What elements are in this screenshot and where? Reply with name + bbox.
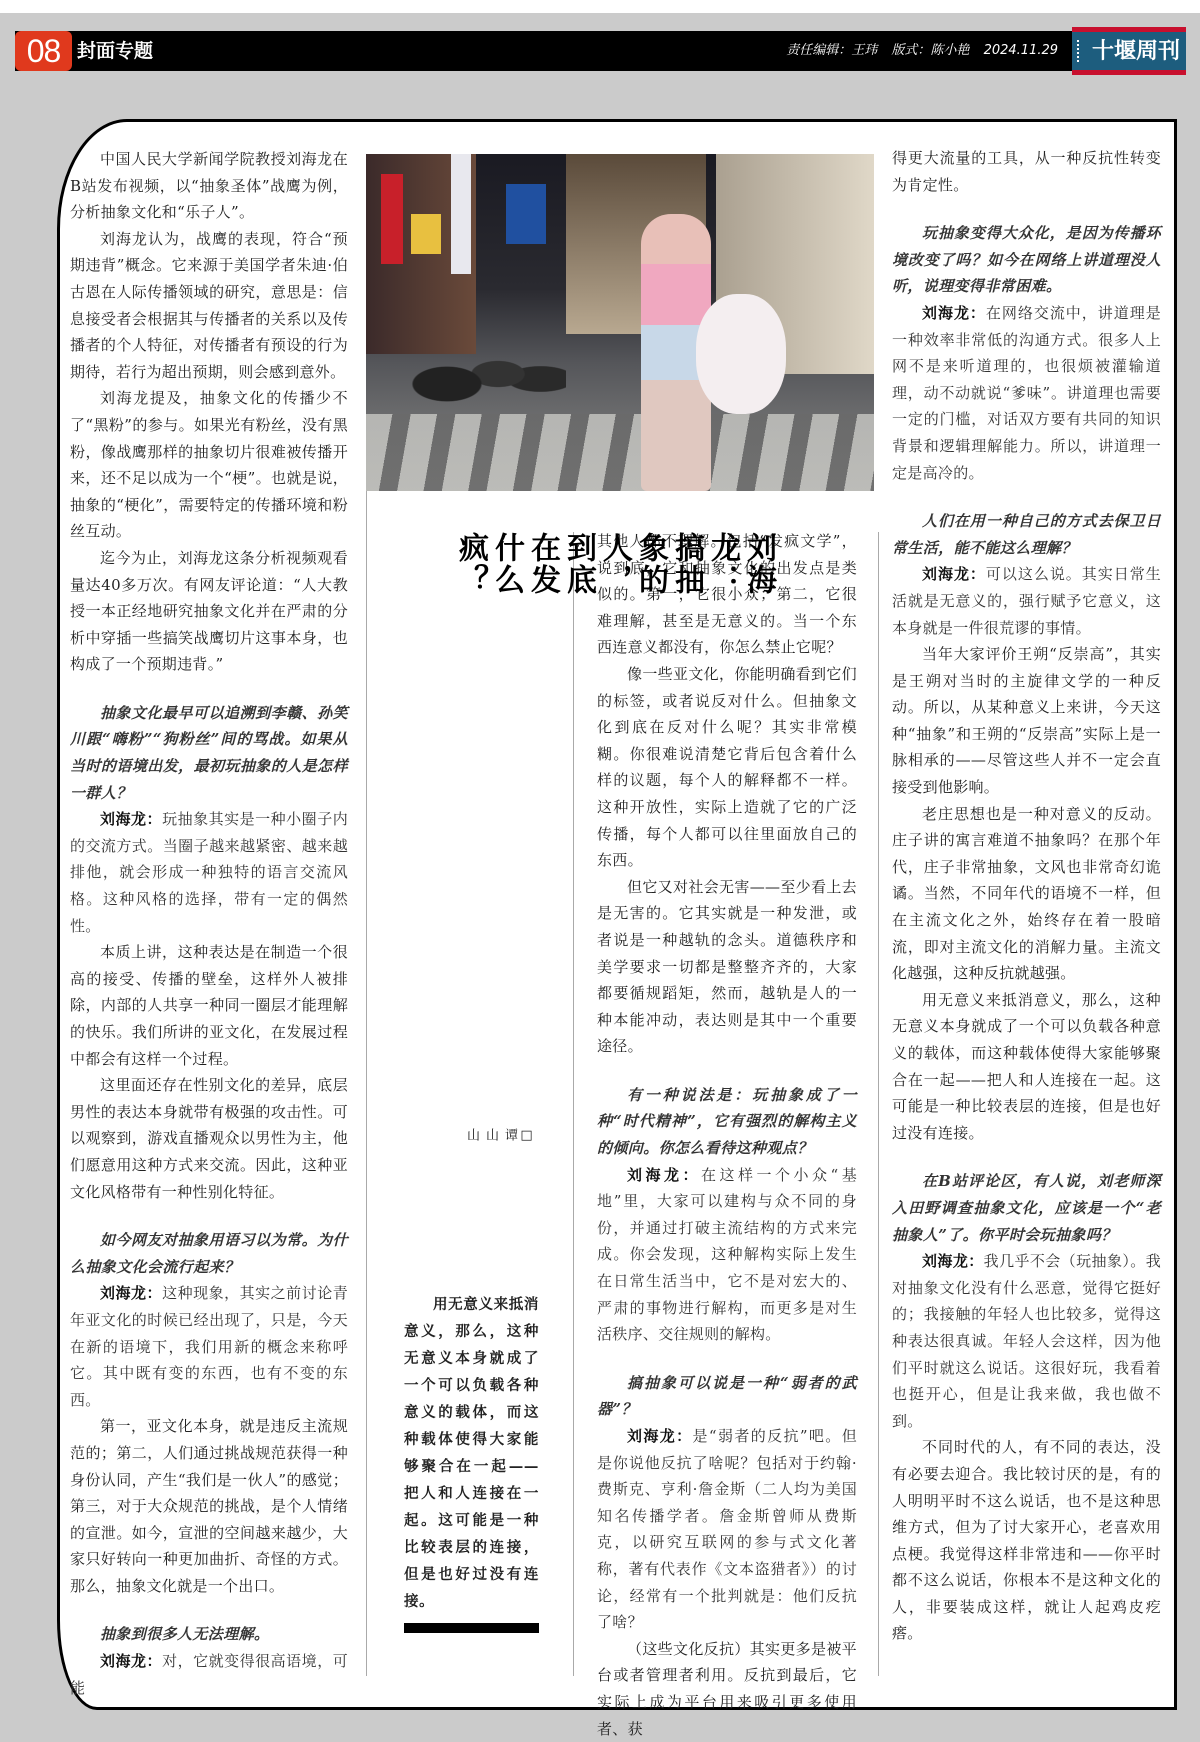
photo-crosswalk	[366, 414, 874, 491]
body-paragraph: 本质上讲，这种表达是在制造一个很高的接受、传播的壁垒，这样外人被排除，内部的人共享一种同一圈层才能理解的快乐。我们所讲的亚文化，在发展过程中都会有这样一个过程。	[70, 943, 348, 1068]
photo-sign-white	[451, 154, 471, 274]
interview-answer	[892, 1248, 1161, 1434]
layout-credit: 版式：陈小艳	[891, 43, 970, 58]
top-margin	[0, 0, 1200, 13]
answer-text: 是“弱者的反抗”吧。但是你说他反抗了啥呢？包括对于约翰·费斯克、亨利·詹金斯（二人均为美国知名传播学者。詹金斯曾师从费斯克，以研究互联网的参与式文化著称，著有代表作《文本盗猎者》）的讨论，经常有一个批判就是：他们反抗了啥？	[597, 1427, 857, 1632]
section-title: 封面专题	[77, 40, 154, 62]
speaker-name: 刘海龙：	[100, 1284, 163, 1303]
answer-text: 在这样一个小众“基地”里，大家可以建构与众不同的身份，并通过打破主流结构的方式来完成。你会发现，这种解构实际上发生在日常生活当中，它不是对宏大的、严肃的事物进行解构，而更多是对生活秩序、交往规则的解构。	[597, 1165, 857, 1344]
body-paragraph: 但它又对社会无害——至少看上去是无害的。它其实就是一种发泄，或者说是一种越轨的念头。道德秩序和美学要求一切都是整整齐齐的，大家都要循规蹈矩，然而，越轨是人的一种本能冲动，表达则是其中一个重要途径。	[597, 877, 857, 1056]
pull-quote	[404, 1291, 539, 1633]
body-paragraph: （这些文化反抗）其实更多是被平台或者管理者利用。反抗到最后，它实际上成为平台用来吸引更多使用者、获	[597, 1639, 857, 1738]
interview-answer	[70, 1648, 348, 1701]
interview-question: 玩抽象变得大众化，是因为传播环境改变了吗？如今在网络上讲道理没人听，说理变得非常困难。	[892, 224, 1161, 296]
answer-text: 可以这么说。其实日常生活就是无意义的，强行赋予它意义，这本身就是一件很荒谬的事情。	[892, 565, 1161, 637]
brand-logo	[1072, 27, 1186, 75]
interview-question: 抽象到很多人无法理解。	[100, 1625, 270, 1644]
speaker-name: 刘海龙：	[100, 1652, 163, 1671]
body-paragraph: 刘海龙认为，战鹰的表现，符合“预期违背”概念。它来源于美国学者朱迪·伯古恩在人际传播领域的研究，意思是：信息接受者会根据其与传播者的关系以及传播者的个人特征，对传播者有预设的行为期待，若行为超出预期，则会感到意外。	[70, 229, 348, 381]
interview-answer	[70, 1280, 348, 1413]
speaker-name: 刘海龙：	[100, 810, 163, 829]
credits	[776, 31, 1058, 71]
pull-quote-text: 用无意义来抵消意义，那么，这种无意义本身就成了一个可以负载各种意义的载体，而这种载体使得大家能够聚合在一起——把人和人连接在一起。这可能是一种比较表层的连接，但是也好过没有连接。	[404, 1296, 539, 1610]
interview-question: 如今网友对抽象用语习以为常。为什么抽象文化会流行起来？	[70, 1231, 348, 1276]
body-paragraph: 第一，亚文化本身，就是违反主流规范的；第二，人们通过挑战规范获得一种身份认同，产生“我们是一伙人”的感觉；第三，对于大众规范的挑战，是个人情绪的宣泄。如今，宣泄的空间越来越少，大家只好转向一种更加曲折、奇怪的方式。那么，抽象文化就是一个出口。	[70, 1417, 348, 1595]
answer-text: 在网络交流中，讲道理是一种效率非常低的沟通方式。很多人上网不是来听道理的，也很烦被灌输道理，动不动就说“爹味”。讲道理也需要一定的门槛，对话双方要有共同的知识背景和逻辑理解能力。所以，讲道理一定是高冷的。	[892, 303, 1161, 482]
byline: □谭山山	[464, 1128, 534, 1143]
speaker-name: 刘海龙：	[922, 565, 986, 584]
body-paragraph: 像一些亚文化，你能明确看到它们的标签，或者说反对什么。但抽象文化到底在反对什么呢？其实非常模糊。你很难说清楚它背后包含着什么样的议题，每个人的解释都不一样。这种开放性，实际上造就了它的广泛传播，每个人都可以往里面放自己的东西。	[597, 664, 857, 870]
body-paragraph: 中国人民大学新闻学院教授刘海龙在B站发布视频，以“抽象圣体”战鹰为例，分析抽象文化和“乐子人”。	[70, 150, 348, 222]
page-header	[15, 31, 1186, 71]
page-number: 08	[15, 31, 72, 71]
speaker-name: 刘海龙：	[627, 1427, 693, 1445]
pull-quote-bar	[404, 1623, 539, 1633]
article-column-1	[70, 146, 348, 1701]
speaker-name: 刘海龙：	[627, 1165, 702, 1184]
body-paragraph: 迄今为止，刘海龙这条分析视频观看量达40多万次。有网友评论道：“人大教授一本正经地研究抽象文化并在严肃的分析中穿插一些搞笑战鹰切片这事本身，也构成了一个预期违背。”	[70, 548, 348, 674]
answer-text: 我几乎不会（玩抽象）。我对抽象文化没有什么恶意，觉得它挺好的；我接触的年轻人也比较多，觉得这种表达很真诚。年轻人会这样，因为他们平时就这么说话。这很好玩，我看着也挺开心，但是让我来做，我也做不到。	[892, 1252, 1161, 1430]
article-photo	[366, 154, 874, 491]
headline: 刘海龙：搞抽象的人，到底在发什么疯？	[453, 532, 776, 596]
interview-answer	[70, 806, 348, 939]
photo-plush-backpack	[696, 294, 786, 414]
speaker-name: 刘海龙：	[922, 1252, 984, 1271]
body-paragraph: 其他人都不理解。包括“发疯文学”，说到底，它和抽象文化的出发点是类似的。第一，它很小众；第二，它很难理解，甚至是无意义的。当一个东西连意义都没有，你怎么禁止它呢？	[597, 532, 857, 657]
interview-answer	[597, 1162, 857, 1348]
brand-divider	[1077, 40, 1079, 62]
interview-answer	[892, 300, 1161, 486]
photo-sign-yellow	[411, 214, 441, 254]
interview-question: 在B站评论区，有人说，刘老师深入田野调查抽象文化，应该是一个“老抽象人”了。你平时会玩抽象吗？	[892, 1172, 1161, 1244]
article-column-3	[597, 528, 857, 1742]
interview-answer	[892, 561, 1161, 641]
photo-sign-red	[381, 174, 403, 264]
column-divider-2	[573, 532, 574, 1676]
answer-text: 对，它就变得很高语境，可能	[70, 1652, 349, 1697]
body-paragraph: 刘海龙提及，抽象文化的传播少不了“黑粉”的参与。如果光有粉丝，没有黑粉，像战鹰那样的抽象切片很难被传播开来，还不足以成为一个“梗”。也就是说，抽象的“梗化”，需要特定的传播环境和粉丝互动。	[70, 389, 348, 541]
column-divider-1	[366, 491, 367, 1676]
brand-name: 十堰周刊	[1091, 38, 1180, 64]
body-paragraph: 当年大家评价王朔“反崇高”，其实是王朔对当时的主旋律文学的一种反动。所以，从某种意义上来讲，今天这种“抽象”和王朔的“反崇高”实际上是一脉相承的——尽管这些人并不一定会直接受到他影响。	[892, 645, 1161, 797]
column-divider-3	[878, 532, 879, 1676]
interview-question: 人们在用一种自己的方式去保卫日常生活，能不能这么理解？	[892, 512, 1161, 557]
body-paragraph: 这里面还存在性别文化的差异，底层男性的表达本身就带有极强的攻击性。可以观察到，游戏直播观众以男性为主，他们愿意用这种方式来交流。因此，这种亚文化风格带有一种性别化特征。	[70, 1076, 348, 1201]
answer-text: 玩抽象其实是一种小圈子内的交流方式。当圈子越来越紧密、越来越排他，就会形成一种独特的语言交流风格。这种风格的选择，带有一定的偶然性。	[70, 810, 349, 935]
interview-question: 有一种说法是：玩抽象成了一种“时代精神”，它有强烈的解构主义的倾向。你怎么看待这种观点？	[597, 1085, 857, 1158]
speaker-name: 刘海龙：	[922, 303, 986, 322]
answer-text: 这种现象，其实之前讨论青年亚文化的时候已经出现了，只是，今天在新的语境下，我们用新的概念来称呼它。其中既有变的东西，也有不变的东西。	[70, 1284, 349, 1409]
editor-credit: 责任编辑：王玮	[786, 43, 878, 58]
photo-sign-blue	[506, 184, 546, 244]
body-paragraph: 用无意义来抵消意义，那么，这种无意义本身就成了一个可以负载各种意义的载体，而这种载体使得大家能够聚合在一起——把人和人连接在一起。这可能是一种比较表层的连接，但是也好过没有连接。	[892, 990, 1161, 1142]
issue-date: 2024.11.29	[983, 43, 1058, 58]
interview-question: 抽象文化最早可以追溯到李赣、孙笑川跟“嗨粉”“狗粉丝”间的骂战。如果从当时的语境出发，最初玩抽象的人是怎样一群人？	[70, 703, 348, 802]
interview-question: 搞抽象可以说是一种“弱者的武器”？	[597, 1373, 857, 1419]
interview-answer	[597, 1423, 857, 1636]
body-paragraph: 老庄思想也是一种对意义的反动。庄子讲的寓言难道不抽象吗？在那个年代，庄子非常抽象，文风也非常奇幻诡谲。当然，不同年代的语境不一样，但在主流文化之外，始终存在着一股暗流，即对主流文化的消解力量。主流文化越强，这种反抗就越强。	[892, 804, 1161, 983]
photo-crowd	[396, 324, 566, 424]
body-paragraph: 不同时代的人，有不同的表达，没有必要去迎合。我比较讨厌的是，有的人明明平时不这么说话，也不是这种思维方式，但为了讨大家开心，老喜欢用点梗。我觉得这样非常违和——你平时都不这么说话，你根本不是这种文化的人，非要装成这样，就让人起鸡皮疙瘩。	[892, 1438, 1161, 1643]
article-column-4	[892, 145, 1161, 1647]
body-paragraph: 得更大流量的工具，从一种反抗性转变为肯定性。	[892, 149, 1161, 194]
